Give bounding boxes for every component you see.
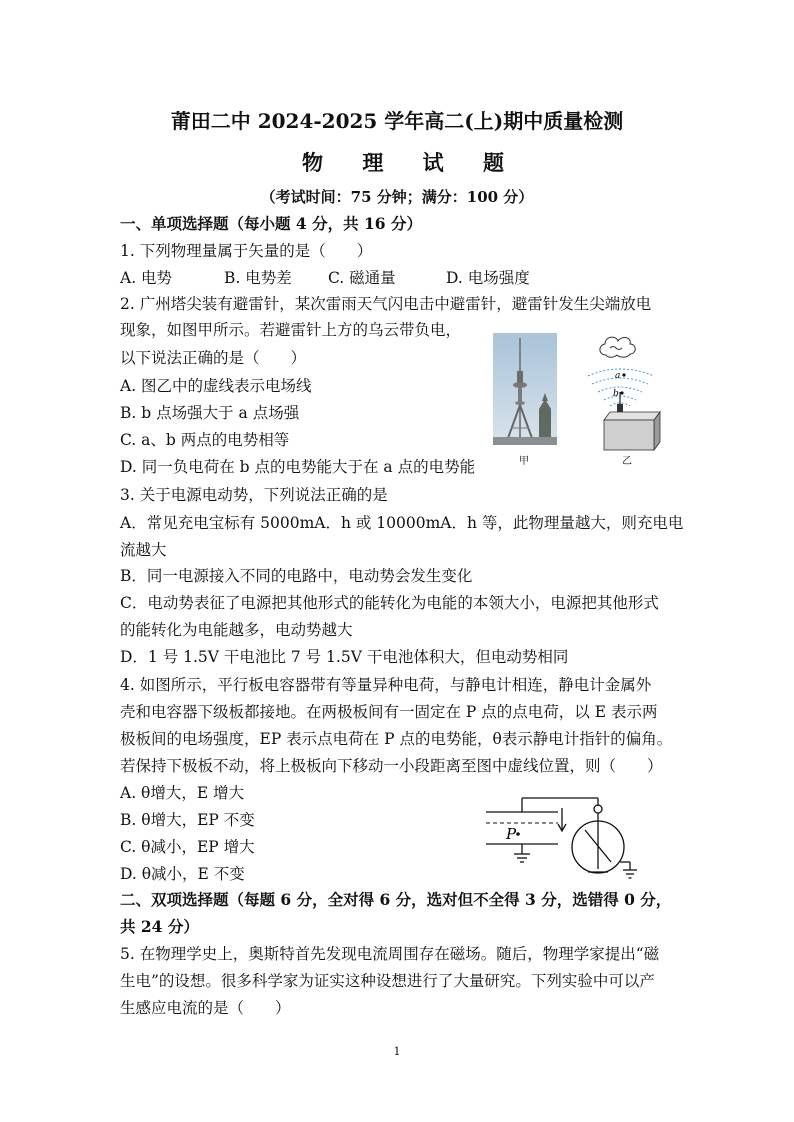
question-4-option-c: C. θ减小，EP 增大 [120,838,255,856]
question-5-stem-line-3: 生感应电流的是（ ） [120,999,291,1017]
question-2-option-c: C. a、b 两点的电势相等 [120,431,290,449]
question-3-option-b: B．同一电源接入不同的电路中，电动势会发生变化 [120,567,473,585]
question-2-option-d: D. 同一负电荷在 b 点的电势能大于在 a 点的电势能 [120,458,476,476]
exam-title: 莆田二中 2024-2025 学年高二(上)期中质量检测 [170,109,624,133]
section-heading-double-choice-line-1: 二、双项选择题（每题 6 分，全对得 6 分，选对但不全得 3 分，选错得 0 分， [120,890,672,909]
question-1-stem: 1. 下列物理量属于矢量的是（ ） [120,242,373,260]
figure-lightning-rod-diagram [580,330,670,458]
question-4-stem-line-1: 4. 如图所示，平行板电容器带有等量异种电荷，与静电计相连，静电计金属外 [120,676,652,694]
section-heading-double-choice-line-2: 共 24 分） [120,917,199,936]
question-3-stem: 3. 关于电源电动势，下列说法正确的是 [120,486,388,504]
figure-label-jia: 甲 [519,456,529,467]
question-4-option-b: B. θ增大，EP 不变 [120,811,255,829]
question-3-option-c-line-1: C．电动势表征了电源把其他形式的能转化为电能的本领大小，电源把其他形式 [120,594,659,612]
cloud-icon [600,337,635,357]
figure-tower-photo [493,333,557,445]
question-2-stem-line-2: 现象，如图甲所示。若避雷针上方的乌云带负电， [120,321,462,339]
page-number: 1 [393,1045,401,1058]
question-1-option-d: D. 电场强度 [446,269,530,287]
point-b-label: b [613,389,619,399]
point-p-label: P [506,825,517,843]
building-box [604,412,660,450]
subject-title: 物 理 试 题 [302,150,520,175]
question-3-option-a-line-2: 流越大 [120,541,167,559]
question-3-option-a-line-1: A．常见充电宝标有 5000mA．h 或 10000mA．h 等，此物理量越大，则充电电 [120,514,684,532]
question-4-option-d: D. θ减小，E 不变 [120,865,245,883]
question-5-stem-line-2: 生电”的设想。很多科学家为证实这种设想进行了大量研究。下列实验中可以产 [120,972,655,990]
question-2-option-a: A. 图乙中的虚线表示电场线 [120,377,312,395]
question-4-stem-line-3: 极板间的电场强度，EP 表示点电荷在 P 点的电势能，θ表示静电计指针的偏角。 [120,730,673,748]
point-a-label: a [615,371,621,381]
question-4-stem-line-4: 若保持下极板不动，将上极板向下移动一小段距离至图中虚线位置，则（ ） [120,757,663,775]
question-5-stem-line-1: 5. 在物理学史上，奥斯特首先发现电流周围存在磁场。随后，物理学家提出“磁 [120,945,660,963]
question-2-stem-line-3: 以下说法正确的是（ ） [120,349,307,367]
section-heading-single-choice: 一、单项选择题（每小题 4 分，共 16 分） [120,214,422,233]
question-1-option-b: B. 电势差 [224,269,292,287]
question-3-option-d: D．1 号 1.5V 干电池比 7 号 1.5V 干电池体积大，但电动势相同 [120,648,569,666]
question-4-stem-line-2: 壳和电容器下级板都接地。在两极板间有一固定在 P 点的点电荷，以 E 表示两 [120,703,658,721]
question-1-option-c: C. 磁通量 [328,269,396,287]
question-1-option-a: A. 电势 [120,269,173,287]
question-4-option-a: A. θ增大，E 增大 [120,784,245,802]
figure-label-yi: 乙 [622,456,632,467]
question-2-option-b: B. b 点场强大于 a 点场强 [120,404,300,422]
question-2-stem-line-1: 2. 广州塔尖装有避雷针，某次雷雨天气闪电击中避雷针，避雷针发生尖端放电 [120,295,652,313]
figure-capacitor-electrometer [480,790,655,885]
question-3-option-c-line-2: 的能转化为电能越多，电动势越大 [120,621,353,639]
exam-info: （考试时间：75 分钟；满分：100 分） [260,188,534,206]
